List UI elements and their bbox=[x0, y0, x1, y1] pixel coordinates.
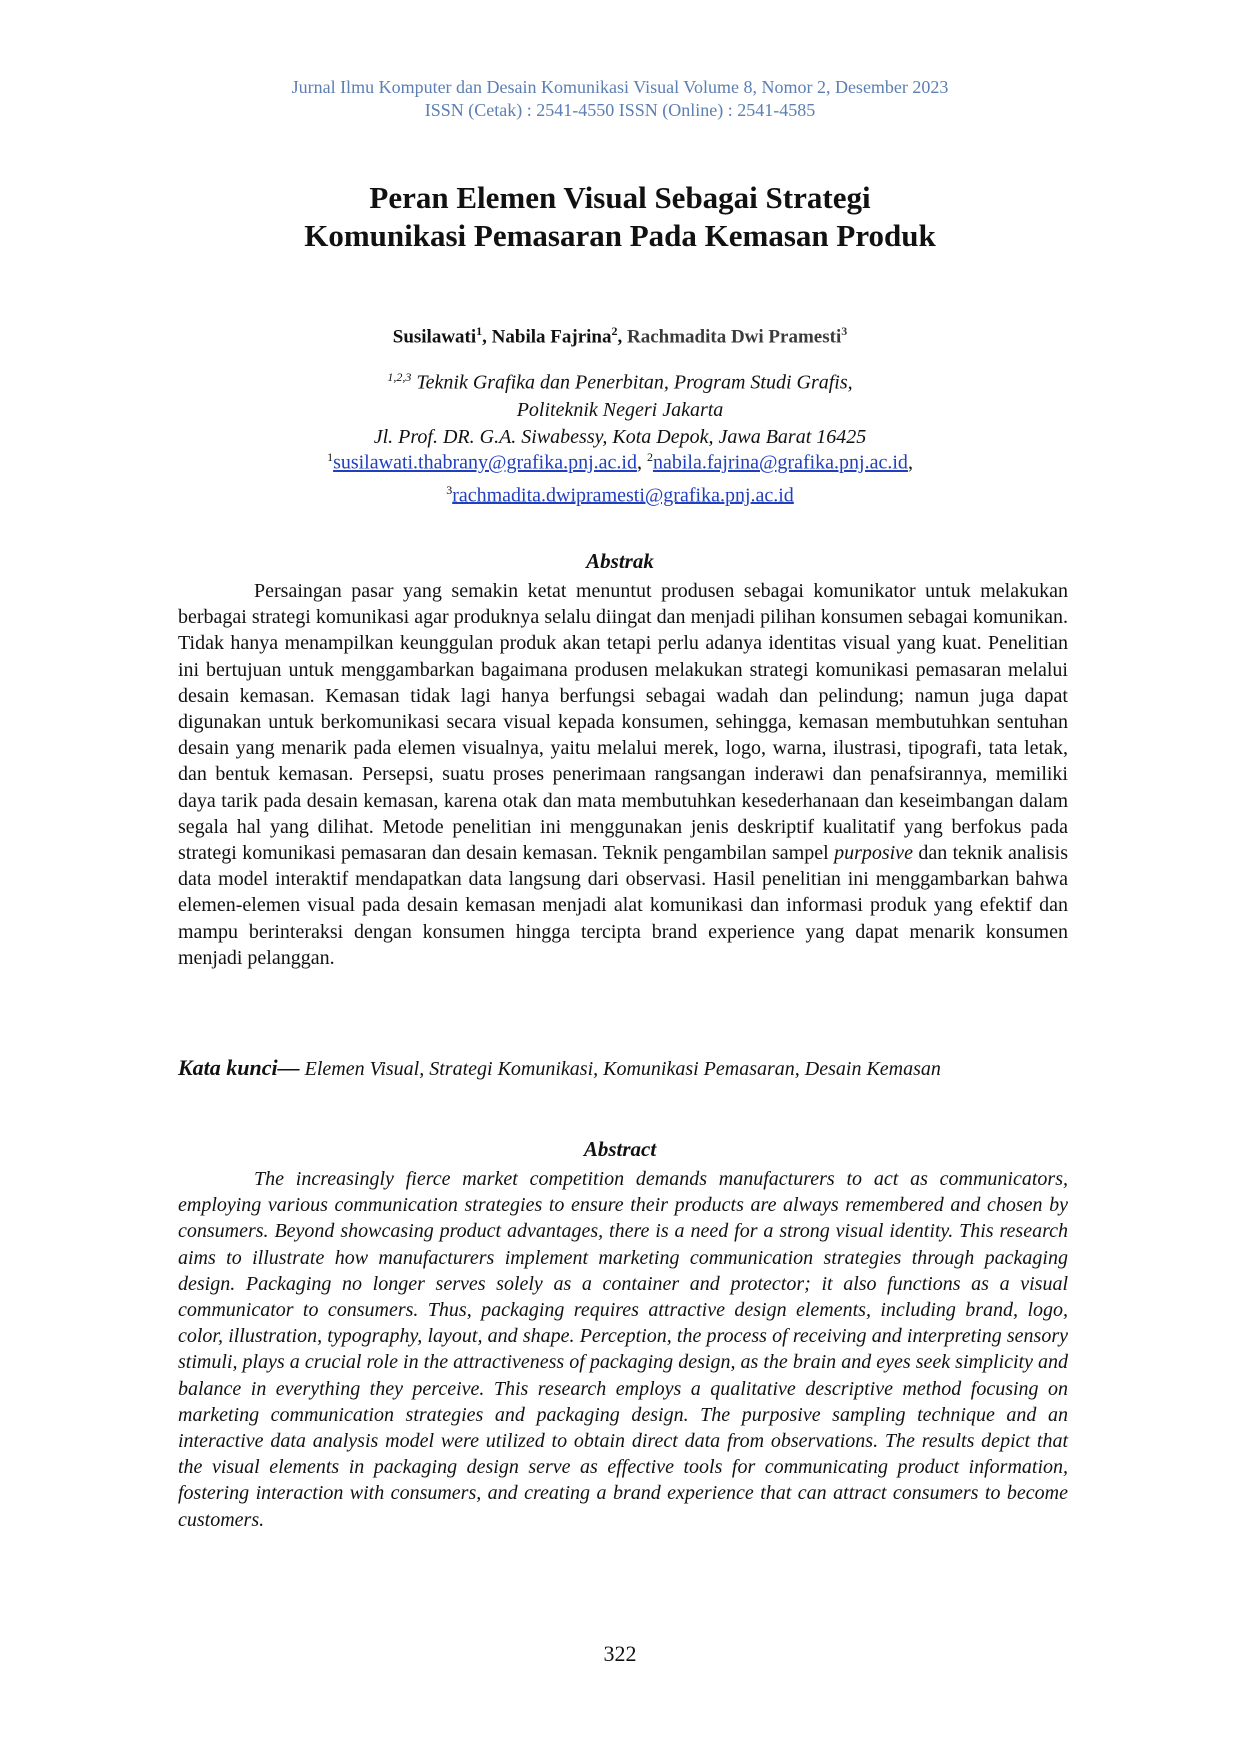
author-affil-mark-1: 1 bbox=[476, 324, 483, 338]
email-link-1[interactable]: susilawati.thabrany@grafika.pnj.ac.id bbox=[333, 451, 637, 474]
abstrak-body bbox=[178, 578, 1068, 971]
affiliation-address: Jl. Prof. DR. G.A. Siwabessy, Kota Depok, Jawa Barat 16425 bbox=[373, 425, 867, 448]
abstrak-text-part-2: dan teknik analisis data model interaktif mendapatkan data langsung dari observasi. Hasil penelitian ini menggambarkan bahwa elemen-elemen visual pada desain kemasan menjadi alat komunikasi dan informasi produk yang efektif dan mampu berinteraksi dengan konsumen hingga tercipta brand experience yang dapat menarik konsumen menjadi pelanggan. bbox=[178, 842, 1068, 969]
email-link-2[interactable]: nabila.fajrina@grafika.pnj.ac.id bbox=[652, 451, 908, 474]
email-trailing-comma: , bbox=[907, 451, 913, 474]
email-block bbox=[0, 444, 1240, 509]
abstract-heading: Abstract bbox=[583, 1137, 657, 1161]
page-number: 322 bbox=[603, 1641, 637, 1666]
affiliation-mark: 1,2,3 bbox=[387, 370, 412, 384]
abstrak-paragraph bbox=[178, 578, 1068, 971]
affiliation-department: Teknik Grafika dan Penerbitan, Program Studi Grafis, bbox=[411, 371, 853, 394]
abstract-body bbox=[178, 1166, 1068, 1533]
email-link-3[interactable]: rachmadita.dwipramesti@grafika.pnj.ac.id bbox=[452, 484, 794, 507]
keywords-line bbox=[178, 1055, 1068, 1081]
paper-title bbox=[0, 179, 1240, 255]
affiliation-block bbox=[0, 364, 1240, 451]
keywords-text: Elemen Visual, Strategi Komunikasi, Komunikasi Pemasaran, Desain Kemasan bbox=[299, 1058, 941, 1080]
author-name-3: Rachmadita Dwi Pramesti bbox=[626, 326, 842, 348]
email-mark-2: 2 bbox=[646, 450, 653, 464]
abstrak-heading: Abstrak bbox=[586, 549, 654, 573]
author-separator: , bbox=[482, 326, 492, 348]
journal-citation-line: Jurnal Ilmu Komputer dan Desain Komunikasi Visual Volume 8, Nomor 2, Desember 2023 bbox=[291, 77, 949, 97]
journal-header bbox=[0, 76, 1240, 122]
email-mark-3: 3 bbox=[446, 482, 453, 497]
author-name-1: Susilawati bbox=[392, 326, 477, 348]
email-line-1 bbox=[0, 444, 1240, 477]
issn-line: ISSN (Cetak) : 2541-4550 ISSN (Online) : 2541-4585 bbox=[424, 100, 816, 120]
author-list bbox=[0, 324, 1240, 348]
title-line-1: Peran Elemen Visual Sebagai Strategi bbox=[369, 180, 871, 215]
author-name-2: Nabila Fajrina bbox=[491, 326, 612, 348]
email-separator: , bbox=[636, 451, 647, 474]
author-affil-mark-3: 3 bbox=[841, 324, 848, 338]
email-mark-1: 1 bbox=[327, 450, 334, 464]
abstrak-text-part-1: Persaingan pasar yang semakin ketat menuntut produsen sebagai komunikator untuk melakukan berbagai strategi komunikasi agar produknya selalu diingat dan menjadi pilihan konsumen sebagai komunikan. Tidak hanya menampilkan keunggulan produk akan tetapi perlu adanya identitas visual yang kuat. Penelitian ini bertujuan untuk menggambarkan bagaimana produsen melakukan strategi komunikasi pemasaran melalui desain kemasan. Kemasan tidak lagi hanya berfungsi sebagai wadah dan pelindung; namun juga dapat digunakan untuk berkomunikasi secara visual kepada konsumen, sehingga, kemasan membutuhkan sentuhan desain yang menarik pada elemen visualnya, yaitu melalui merek, logo, warna, ilustrasi, tipografi, tata letak, dan bentuk kemasan. Persepsi, suatu proses penerimaan rangsangan inderawi dan penafsirannya, memiliki daya tarik pada desain kemasan, karena otak dan mata membutuhkan kesederhanaan dan keseimbangan dalam segala hal yang dilihat. Metode penelitian ini menggunakan jenis deskriptif kualitatif yang berfokus pada strategi komunikasi pemasaran dan desain kemasan. Teknik pengambilan sampel bbox=[178, 580, 1068, 865]
affiliation-line-1 bbox=[0, 364, 1240, 397]
title-line-2: Komunikasi Pemasaran Pada Kemasan Produk bbox=[304, 218, 936, 253]
affiliation-institution: Politeknik Negeri Jakarta bbox=[516, 398, 724, 421]
abstract-paragraph: The increasingly fierce market competition demands manufacturers to act as communicators, employing various communication strategies to ensure their products are always remembered and chosen by consumers. Beyond showcasing product advantages, there is a need for a strong visual identity. This research aims to illustrate how manufacturers implement marketing communication strategies through packaging design. Packaging no longer serves solely as a container and protector; it also functions as a visual communicator to consumers. Thus, packaging requires attractive design elements, including brand, logo, color, illustration, typography, layout, and shape. Perception, the process of receiving and interpreting sensory stimuli, plays a crucial role in the attractiveness of packaging design, as the brain and eyes seek simplicity and balance in everything they perceive. This research employs a qualitative descriptive method focusing on marketing communication strategies and packaging design. The purposive sampling technique and an interactive data analysis model were utilized to obtain direct data from observations. The results depict that the visual elements in packaging design serve as effective tools for communicating product information, fostering interaction with consumers, and creating a brand experience that can attract consumers to become customers. bbox=[178, 1168, 1068, 1531]
author-separator: , bbox=[617, 326, 627, 348]
abstrak-italic-term: purposive bbox=[834, 842, 913, 865]
keywords-label: Kata kunci— bbox=[178, 1055, 300, 1080]
email-line-2 bbox=[0, 477, 1240, 510]
author-affil-mark-2: 2 bbox=[611, 324, 618, 338]
